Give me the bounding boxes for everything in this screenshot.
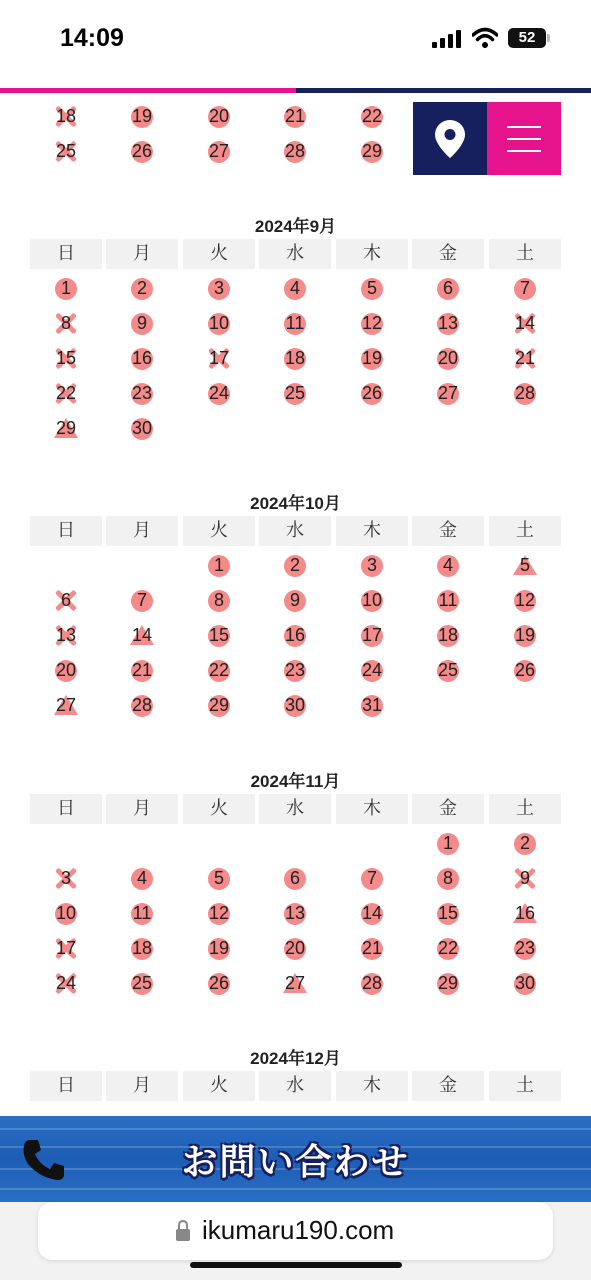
url-text: ikumaru190.com (202, 1215, 395, 1245)
weekday-header: 月 (106, 239, 178, 269)
battery-icon: 52 (508, 28, 546, 48)
weekday-header: 水 (259, 1071, 331, 1101)
calendar-day (104, 625, 180, 646)
calendar-day-number: 19 (208, 938, 230, 958)
weekday-header: 日 (30, 239, 102, 269)
calendar-day-number: 28 (284, 141, 306, 161)
calendar-day (257, 938, 333, 959)
calendar-day-number: 19 (361, 348, 383, 368)
calendar-day-number: 21 (361, 938, 383, 958)
calendar-day-number: 3 (60, 868, 71, 888)
calendar-day (104, 695, 180, 716)
calendar-day (181, 903, 257, 924)
calendar-day-number: 17 (361, 625, 383, 645)
contact-banner[interactable] (0, 1116, 591, 1202)
calendar-day (410, 868, 486, 889)
calendar-day (104, 278, 180, 299)
calendar-day (487, 590, 563, 611)
calendar-day (487, 348, 563, 369)
calendar-day (410, 973, 486, 994)
calendar-day-number: 14 (514, 313, 536, 333)
calendar-day (334, 695, 410, 716)
calendar-day-number: 29 (55, 418, 77, 438)
calendar-day (28, 938, 104, 959)
calendar-day-number: 15 (437, 903, 459, 923)
calendar-day (28, 418, 104, 439)
calendar-day-number: 8 (213, 590, 224, 610)
weekday-header: 火 (183, 1071, 255, 1101)
calendar-day (410, 660, 486, 681)
month-title: 2024年10月 (250, 494, 341, 513)
calendar-day-number: 10 (55, 903, 77, 923)
weekday-header: 土 (489, 794, 561, 824)
calendar-day (334, 348, 410, 369)
calendar-day-number: 5 (213, 868, 224, 888)
calendar-day-number: 29 (208, 695, 230, 715)
calendar-day-number: 31 (361, 695, 383, 715)
calendar-day (104, 106, 180, 127)
url-bar[interactable] (38, 1202, 553, 1260)
calendar-day (257, 313, 333, 334)
calendar-day (334, 660, 410, 681)
menu-button[interactable] (487, 102, 561, 175)
calendar-day (257, 695, 333, 716)
calendar-day (28, 660, 104, 681)
calendar-day-number: 21 (284, 106, 306, 126)
calendar-day (181, 141, 257, 162)
calendar-day (257, 625, 333, 646)
map-pin-icon (435, 120, 465, 158)
calendar-day-number: 14 (131, 625, 153, 645)
calendar-day (257, 590, 333, 611)
calendar-day (334, 973, 410, 994)
map-button[interactable] (413, 102, 487, 175)
calendar-day (334, 938, 410, 959)
calendar-day-number: 18 (437, 625, 459, 645)
calendar-day (257, 106, 333, 127)
calendar-day (181, 555, 257, 576)
calendar-day (487, 833, 563, 854)
calendar-day-number: 12 (361, 313, 383, 333)
calendar-day-number: 26 (514, 660, 536, 680)
calendar-day-number: 28 (361, 973, 383, 993)
calendar-day (181, 313, 257, 334)
weekday-header: 木 (336, 239, 408, 269)
calendar-day (334, 903, 410, 924)
calendar-day (257, 868, 333, 889)
calendar-day-number: 25 (131, 973, 153, 993)
calendar-day (487, 383, 563, 404)
weekday-header: 土 (489, 239, 561, 269)
calendar-day-number: 20 (284, 938, 306, 958)
calendar-day (410, 383, 486, 404)
month-title: 2024年12月 (250, 1049, 341, 1068)
calendar-day-number: 19 (514, 625, 536, 645)
calendar-day (104, 141, 180, 162)
calendar-day-number: 17 (208, 348, 230, 368)
calendar-day-number: 25 (437, 660, 459, 680)
weekday-header: 金 (412, 516, 484, 546)
calendar-day (487, 868, 563, 889)
calendar-day (334, 868, 410, 889)
calendar-day (104, 660, 180, 681)
calendar-day-number: 4 (136, 868, 147, 888)
calendar-day-number: 27 (55, 695, 77, 715)
calendar-day (28, 141, 104, 162)
calendar-day-number: 21 (514, 348, 536, 368)
calendar-day-number: 7 (519, 278, 530, 298)
calendar-day (104, 868, 180, 889)
calendar-day-number: 4 (289, 278, 300, 298)
calendar-day-number: 3 (213, 278, 224, 298)
calendar-day (410, 278, 486, 299)
calendar-day-number: 1 (213, 555, 224, 575)
calendar-day-number: 20 (208, 106, 230, 126)
calendar-day-number: 2 (289, 555, 300, 575)
calendar-day-number: 8 (442, 868, 453, 888)
calendar-day (487, 973, 563, 994)
calendar-day (257, 660, 333, 681)
calendar-day-number: 11 (132, 903, 152, 923)
calendar-day-number: 5 (366, 278, 377, 298)
calendar-day (28, 695, 104, 716)
calendar-day (104, 903, 180, 924)
calendar-day (334, 313, 410, 334)
weekday-header: 木 (336, 794, 408, 824)
weekday-header: 土 (489, 516, 561, 546)
calendar-day-number: 1 (442, 833, 453, 853)
calendar-day-number: 7 (366, 868, 377, 888)
calendar-day (257, 973, 333, 994)
calendar-day-number: 20 (437, 348, 459, 368)
weekday-header: 金 (412, 1071, 484, 1101)
calendar-day (28, 973, 104, 994)
calendar-day-number: 26 (208, 973, 230, 993)
calendar-day-number: 20 (55, 660, 77, 680)
calendar-day-number: 8 (60, 313, 71, 333)
calendar-day-number: 16 (131, 348, 153, 368)
calendar-day (181, 106, 257, 127)
hamburger-menu-icon (507, 126, 541, 128)
calendar-day-number: 27 (437, 383, 459, 403)
calendar-day (181, 695, 257, 716)
calendar-day (334, 106, 410, 127)
banner-wave (0, 1188, 591, 1190)
calendar-day (28, 313, 104, 334)
calendar-day (181, 278, 257, 299)
status-time: 14:09 (60, 24, 124, 52)
hamburger-menu-icon-line (507, 138, 541, 140)
calendar-day (104, 348, 180, 369)
calendar-day-number: 14 (361, 903, 383, 923)
calendar-day (410, 313, 486, 334)
calendar-day-number: 9 (136, 313, 147, 333)
calendar-day-number: 4 (442, 555, 453, 575)
calendar-day (181, 660, 257, 681)
calendar-day (410, 590, 486, 611)
calendar-day (104, 590, 180, 611)
calendar-day-number: 18 (284, 348, 306, 368)
calendar-day-number: 13 (55, 625, 77, 645)
calendar-day (257, 903, 333, 924)
calendar-day (487, 903, 563, 924)
calendar-day (104, 383, 180, 404)
calendar-day-number: 21 (131, 660, 153, 680)
calendar-day (487, 278, 563, 299)
calendar-day-number: 17 (55, 938, 77, 958)
calendar-day (104, 938, 180, 959)
calendar-day-number: 16 (514, 903, 536, 923)
calendar-day (257, 383, 333, 404)
calendar-day-number: 30 (131, 418, 153, 438)
lock-icon (176, 1220, 190, 1242)
calendar-day-number: 12 (514, 590, 536, 610)
weekday-header: 水 (259, 239, 331, 269)
calendar-day (257, 555, 333, 576)
calendar-day (28, 383, 104, 404)
calendar-day (28, 903, 104, 924)
calendar-day (334, 141, 410, 162)
calendar-day (410, 348, 486, 369)
calendar-day (28, 348, 104, 369)
calendar-day (181, 383, 257, 404)
calendar-day-number: 24 (361, 660, 383, 680)
weekday-header: 土 (489, 1071, 561, 1101)
browser-bottom-bar (0, 1202, 591, 1280)
calendar-day-number: 30 (284, 695, 306, 715)
calendar-day-number: 23 (131, 383, 153, 403)
calendar-day (28, 625, 104, 646)
calendar-day (181, 625, 257, 646)
calendar-day (28, 106, 104, 127)
calendar-day (487, 555, 563, 576)
calendar-day-number: 9 (289, 590, 300, 610)
calendar-day (28, 278, 104, 299)
weekday-header: 水 (259, 516, 331, 546)
weekday-header: 金 (412, 239, 484, 269)
calendar-day (410, 903, 486, 924)
calendar-day-number: 29 (361, 141, 383, 161)
calendar-day-number: 13 (437, 313, 459, 333)
calendar-day-number: 23 (514, 938, 536, 958)
calendar-day-number: 15 (55, 348, 77, 368)
calendar-day-number: 18 (131, 938, 153, 958)
calendar-day-number: 26 (361, 383, 383, 403)
calendar-day-number: 3 (366, 555, 377, 575)
calendar-day-number: 6 (60, 590, 71, 610)
weekday-header: 月 (106, 516, 178, 546)
calendar-day (487, 313, 563, 334)
calendar-day-number: 29 (437, 973, 459, 993)
calendar-day-number: 10 (208, 313, 230, 333)
hamburger-menu-icon-line (507, 150, 541, 152)
calendar-day-number: 9 (519, 868, 530, 888)
calendar-day-number: 26 (131, 141, 153, 161)
calendar-day-number: 25 (284, 383, 306, 403)
calendar-day-number: 15 (208, 625, 230, 645)
calendar-day-number: 16 (284, 625, 306, 645)
calendar-day-number: 6 (289, 868, 300, 888)
calendar-day (410, 938, 486, 959)
calendar-day (487, 625, 563, 646)
weekday-header: 月 (106, 1071, 178, 1101)
calendar-day (181, 938, 257, 959)
calendar-day-number: 27 (284, 973, 306, 993)
calendar-day-number: 10 (361, 590, 383, 610)
month-title: 2024年11月 (250, 772, 341, 791)
calendar-day-number: 19 (131, 106, 153, 126)
weekday-header: 火 (183, 794, 255, 824)
calendar-day (28, 868, 104, 889)
calendar-day (181, 868, 257, 889)
calendar-day (257, 348, 333, 369)
month-title: 2024年9月 (254, 217, 337, 236)
calendar-day-number: 11 (438, 590, 458, 610)
calendar-day (487, 660, 563, 681)
calendar-day (181, 973, 257, 994)
calendar-day (257, 278, 333, 299)
calendar-day-number: 28 (131, 695, 153, 715)
calendar-day-number: 6 (442, 278, 453, 298)
weekday-header: 金 (412, 794, 484, 824)
calendar-day-number: 24 (55, 973, 77, 993)
weekday-header: 木 (336, 516, 408, 546)
calendar-day (410, 625, 486, 646)
calendar-day-number: 22 (361, 106, 383, 126)
calendar-day-number: 25 (55, 141, 77, 161)
weekday-header: 水 (259, 794, 331, 824)
calendar-day (334, 383, 410, 404)
calendar-day-number: 2 (519, 833, 530, 853)
calendar-day (410, 555, 486, 576)
calendar-day-number: 28 (514, 383, 536, 403)
calendar-day (334, 625, 410, 646)
calendar-day-number: 7 (136, 590, 147, 610)
calendar-day-number: 30 (514, 973, 536, 993)
calendar-day-number: 1 (60, 278, 71, 298)
calendar-day-number: 22 (208, 660, 230, 680)
calendar-day (104, 313, 180, 334)
calendar-day (104, 418, 180, 439)
calendar-day-number: 18 (55, 106, 77, 126)
home-indicator (190, 1262, 402, 1268)
calendar-day-number: 24 (208, 383, 230, 403)
calendar-day (487, 938, 563, 959)
calendar-day (334, 555, 410, 576)
weekday-header: 日 (30, 794, 102, 824)
weekday-header: 日 (30, 1071, 102, 1101)
calendar-day-number: 12 (208, 903, 230, 923)
weekday-header: 木 (336, 1071, 408, 1101)
calendar-day-number: 22 (437, 938, 459, 958)
calendar-day-number: 11 (285, 313, 305, 333)
weekday-header: 火 (183, 516, 255, 546)
calendar-day-number: 23 (284, 660, 306, 680)
calendar-day-number: 27 (208, 141, 230, 161)
calendar-day-number: 5 (519, 555, 530, 575)
calendar-day-number: 2 (136, 278, 147, 298)
calendar-day (181, 590, 257, 611)
calendar-day-number: 22 (55, 383, 77, 403)
calendar-day (28, 590, 104, 611)
calendar-day (181, 348, 257, 369)
weekday-header: 月 (106, 794, 178, 824)
weekday-header: 日 (30, 516, 102, 546)
calendar-day (410, 833, 486, 854)
calendar-day (334, 590, 410, 611)
calendar-day-number: 13 (284, 903, 306, 923)
banner-wave (0, 1128, 591, 1130)
calendar-day (257, 141, 333, 162)
contact-label[interactable]: お問い合わせ (181, 1141, 410, 1183)
calendar-day (104, 973, 180, 994)
calendar-day (334, 278, 410, 299)
weekday-header: 火 (183, 239, 255, 269)
